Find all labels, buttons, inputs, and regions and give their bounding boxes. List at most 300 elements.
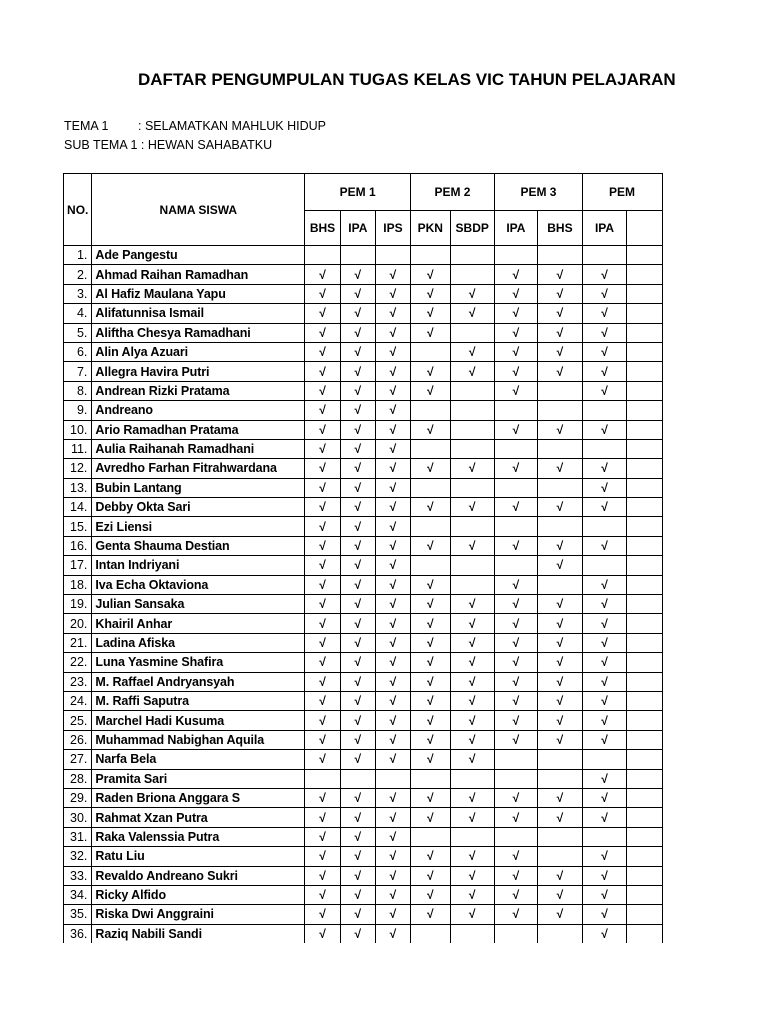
check-mark: √ <box>411 614 451 633</box>
table-row <box>64 342 663 361</box>
student-name: Al Hafiz Maulana Yapu <box>92 284 305 303</box>
check-mark: √ <box>494 362 537 381</box>
subject-header: BHS <box>305 211 341 246</box>
empty-cell <box>375 769 410 788</box>
empty-cell <box>627 691 663 710</box>
empty-cell <box>627 420 663 439</box>
table-row <box>64 556 663 575</box>
check-mark: √ <box>340 614 375 633</box>
row-number: 32. <box>64 847 92 866</box>
check-mark: √ <box>305 595 341 614</box>
empty-cell <box>494 750 537 769</box>
check-mark: √ <box>305 905 341 924</box>
row-number: 15. <box>64 517 92 536</box>
check-mark: √ <box>450 284 494 303</box>
check-mark: √ <box>537 866 582 885</box>
check-mark: √ <box>582 342 626 361</box>
check-mark: √ <box>305 556 341 575</box>
row-number: 7. <box>64 362 92 381</box>
empty-cell <box>627 885 663 904</box>
row-number: 9. <box>64 401 92 420</box>
empty-cell <box>537 439 582 458</box>
tema-value: : SELAMATKAN MAHLUK HIDUP <box>138 119 327 133</box>
check-mark: √ <box>582 653 626 672</box>
table-row <box>64 478 663 497</box>
row-number: 17. <box>64 556 92 575</box>
check-mark: √ <box>340 847 375 866</box>
table-row <box>64 633 663 652</box>
check-mark: √ <box>305 672 341 691</box>
empty-cell <box>340 769 375 788</box>
check-mark: √ <box>375 284 410 303</box>
row-number: 25. <box>64 711 92 730</box>
row-number: 24. <box>64 691 92 710</box>
check-mark: √ <box>494 691 537 710</box>
check-mark: √ <box>340 808 375 827</box>
empty-cell <box>411 246 451 265</box>
check-mark: √ <box>411 750 451 769</box>
check-mark: √ <box>450 633 494 652</box>
table-row <box>64 905 663 924</box>
student-name: Genta Shauma Destian <box>92 536 305 555</box>
check-mark: √ <box>340 672 375 691</box>
check-mark: √ <box>340 439 375 458</box>
subject-header: PKN <box>411 211 451 246</box>
row-number: 36. <box>64 924 92 943</box>
student-name: Khairil Anhar <box>92 614 305 633</box>
empty-cell <box>627 595 663 614</box>
check-mark: √ <box>494 342 537 361</box>
check-mark: √ <box>375 614 410 633</box>
row-number: 1. <box>64 246 92 265</box>
empty-cell <box>627 866 663 885</box>
check-mark: √ <box>305 381 341 400</box>
empty-cell <box>582 517 626 536</box>
empty-cell <box>411 478 451 497</box>
row-number: 10. <box>64 420 92 439</box>
student-name: Intan Indriyani <box>92 556 305 575</box>
check-mark: √ <box>582 420 626 439</box>
check-mark: √ <box>450 595 494 614</box>
empty-cell <box>450 769 494 788</box>
table-row <box>64 691 663 710</box>
check-mark: √ <box>450 498 494 517</box>
check-mark: √ <box>582 633 626 652</box>
row-number: 33. <box>64 866 92 885</box>
check-mark: √ <box>375 808 410 827</box>
empty-cell <box>627 381 663 400</box>
check-mark: √ <box>411 730 451 749</box>
check-mark: √ <box>305 478 341 497</box>
check-mark: √ <box>340 905 375 924</box>
check-mark: √ <box>494 498 537 517</box>
check-mark: √ <box>450 788 494 807</box>
check-mark: √ <box>375 478 410 497</box>
empty-cell <box>537 769 582 788</box>
subject-header: IPA <box>582 211 626 246</box>
table-row <box>64 536 663 555</box>
subject-header: IPA <box>494 211 537 246</box>
check-mark: √ <box>305 536 341 555</box>
header-pem-1: PEM 1 <box>305 174 411 211</box>
empty-cell <box>627 556 663 575</box>
empty-cell <box>627 459 663 478</box>
table-row <box>64 304 663 323</box>
check-mark: √ <box>494 265 537 284</box>
empty-cell <box>627 614 663 633</box>
check-mark: √ <box>340 730 375 749</box>
check-mark: √ <box>582 362 626 381</box>
check-mark: √ <box>450 459 494 478</box>
check-mark: √ <box>450 536 494 555</box>
check-mark: √ <box>375 788 410 807</box>
check-mark: √ <box>537 595 582 614</box>
check-mark: √ <box>582 498 626 517</box>
empty-cell <box>627 265 663 284</box>
empty-cell <box>537 381 582 400</box>
student-name: Aliftha Chesya Ramadhani <box>92 323 305 342</box>
check-mark: √ <box>537 284 582 303</box>
check-mark: √ <box>411 866 451 885</box>
check-mark: √ <box>450 847 494 866</box>
check-mark: √ <box>305 362 341 381</box>
check-mark: √ <box>494 730 537 749</box>
check-mark: √ <box>340 885 375 904</box>
check-mark: √ <box>305 808 341 827</box>
row-number: 11. <box>64 439 92 458</box>
empty-cell <box>411 827 451 846</box>
check-mark: √ <box>494 885 537 904</box>
table-row <box>64 885 663 904</box>
empty-cell <box>450 556 494 575</box>
check-mark: √ <box>375 304 410 323</box>
table-row <box>64 284 663 303</box>
check-mark: √ <box>305 439 341 458</box>
check-mark: √ <box>305 575 341 594</box>
check-mark: √ <box>411 304 451 323</box>
check-mark: √ <box>305 265 341 284</box>
check-mark: √ <box>582 459 626 478</box>
student-name: Muhammad Nabighan Aquila <box>92 730 305 749</box>
check-mark: √ <box>494 595 537 614</box>
student-name: Ahmad Raihan Ramadhan <box>92 265 305 284</box>
empty-cell <box>450 401 494 420</box>
check-mark: √ <box>340 381 375 400</box>
check-mark: √ <box>305 711 341 730</box>
check-mark: √ <box>582 575 626 594</box>
check-mark: √ <box>537 420 582 439</box>
empty-cell <box>411 401 451 420</box>
empty-cell <box>627 633 663 652</box>
empty-cell <box>450 323 494 342</box>
student-name: M. Raffael Andryansyah <box>92 672 305 691</box>
check-mark: √ <box>340 556 375 575</box>
table-row <box>64 265 663 284</box>
student-name: Andreano <box>92 401 305 420</box>
check-mark: √ <box>305 284 341 303</box>
check-mark: √ <box>450 750 494 769</box>
check-mark: √ <box>305 788 341 807</box>
check-mark: √ <box>340 265 375 284</box>
student-name: Bubin Lantang <box>92 478 305 497</box>
check-mark: √ <box>582 866 626 885</box>
check-mark: √ <box>340 750 375 769</box>
empty-cell <box>450 439 494 458</box>
row-number: 2. <box>64 265 92 284</box>
student-name: Luna Yasmine Shafira <box>92 653 305 672</box>
check-mark: √ <box>375 439 410 458</box>
empty-cell <box>627 517 663 536</box>
empty-cell <box>537 401 582 420</box>
table-row <box>64 595 663 614</box>
check-mark: √ <box>340 517 375 536</box>
empty-cell <box>627 439 663 458</box>
empty-cell <box>627 575 663 594</box>
table-row <box>64 924 663 943</box>
check-mark: √ <box>450 614 494 633</box>
empty-cell <box>305 769 341 788</box>
check-mark: √ <box>494 323 537 342</box>
check-mark: √ <box>411 691 451 710</box>
check-mark: √ <box>305 924 341 943</box>
subtema-line: SUB TEMA 1 : HEWAN SAHABATKU <box>64 138 273 152</box>
check-mark: √ <box>375 827 410 846</box>
table-row <box>64 362 663 381</box>
student-name: Ario Ramadhan Pratama <box>92 420 305 439</box>
check-mark: √ <box>582 304 626 323</box>
check-mark: √ <box>305 885 341 904</box>
empty-cell <box>537 924 582 943</box>
check-mark: √ <box>450 342 494 361</box>
check-mark: √ <box>340 342 375 361</box>
row-number: 23. <box>64 672 92 691</box>
check-mark: √ <box>537 323 582 342</box>
check-mark: √ <box>450 691 494 710</box>
check-mark: √ <box>411 653 451 672</box>
empty-cell <box>627 788 663 807</box>
student-name: Ricky Alfido <box>92 885 305 904</box>
check-mark: √ <box>494 459 537 478</box>
empty-cell <box>627 498 663 517</box>
check-mark: √ <box>582 478 626 497</box>
empty-cell <box>627 672 663 691</box>
check-mark: √ <box>537 730 582 749</box>
check-mark: √ <box>411 788 451 807</box>
student-name: Ratu Liu <box>92 847 305 866</box>
check-mark: √ <box>340 323 375 342</box>
check-mark: √ <box>305 866 341 885</box>
student-name: Riska Dwi Anggraini <box>92 905 305 924</box>
empty-cell <box>494 924 537 943</box>
empty-cell <box>627 827 663 846</box>
check-mark: √ <box>582 284 626 303</box>
empty-cell <box>494 517 537 536</box>
empty-cell <box>305 246 341 265</box>
check-mark: √ <box>375 866 410 885</box>
check-mark: √ <box>340 575 375 594</box>
check-mark: √ <box>375 498 410 517</box>
row-number: 19. <box>64 595 92 614</box>
check-mark: √ <box>494 575 537 594</box>
check-mark: √ <box>537 711 582 730</box>
row-number: 22. <box>64 653 92 672</box>
student-name: Andrean Rizki Pratama <box>92 381 305 400</box>
student-name: Iva Echa Oktaviona <box>92 575 305 594</box>
table-body <box>64 246 663 944</box>
check-mark: √ <box>340 595 375 614</box>
check-mark: √ <box>375 905 410 924</box>
header-pem-3: PEM 3 <box>494 174 582 211</box>
row-number: 5. <box>64 323 92 342</box>
empty-cell <box>627 304 663 323</box>
check-mark: √ <box>305 459 341 478</box>
row-number: 6. <box>64 342 92 361</box>
row-number: 20. <box>64 614 92 633</box>
table-row <box>64 498 663 517</box>
check-mark: √ <box>582 536 626 555</box>
check-mark: √ <box>411 808 451 827</box>
check-mark: √ <box>582 730 626 749</box>
check-mark: √ <box>411 847 451 866</box>
check-mark: √ <box>582 711 626 730</box>
check-mark: √ <box>537 459 582 478</box>
check-mark: √ <box>305 847 341 866</box>
check-mark: √ <box>537 808 582 827</box>
empty-cell <box>450 246 494 265</box>
empty-cell <box>450 827 494 846</box>
check-mark: √ <box>375 420 410 439</box>
check-mark: √ <box>582 265 626 284</box>
empty-cell <box>450 420 494 439</box>
empty-cell <box>450 381 494 400</box>
check-mark: √ <box>537 691 582 710</box>
empty-cell <box>537 827 582 846</box>
check-mark: √ <box>450 808 494 827</box>
check-mark: √ <box>537 633 582 652</box>
empty-cell <box>340 246 375 265</box>
check-mark: √ <box>305 420 341 439</box>
check-mark: √ <box>305 323 341 342</box>
empty-cell <box>627 653 663 672</box>
check-mark: √ <box>340 420 375 439</box>
table-viewport <box>63 173 663 943</box>
row-number: 21. <box>64 633 92 652</box>
check-mark: √ <box>537 905 582 924</box>
check-mark: √ <box>450 730 494 749</box>
empty-cell <box>627 362 663 381</box>
student-name: Raziq Nabili Sandi <box>92 924 305 943</box>
check-mark: √ <box>450 672 494 691</box>
check-mark: √ <box>411 672 451 691</box>
check-mark: √ <box>537 265 582 284</box>
check-mark: √ <box>375 556 410 575</box>
check-mark: √ <box>375 711 410 730</box>
check-mark: √ <box>305 342 341 361</box>
empty-cell <box>627 808 663 827</box>
empty-cell <box>627 924 663 943</box>
empty-cell <box>411 556 451 575</box>
check-mark: √ <box>537 614 582 633</box>
check-mark: √ <box>375 575 410 594</box>
check-mark: √ <box>494 304 537 323</box>
check-mark: √ <box>375 885 410 904</box>
check-mark: √ <box>305 614 341 633</box>
check-mark: √ <box>305 304 341 323</box>
check-mark: √ <box>537 362 582 381</box>
table-row <box>64 614 663 633</box>
check-mark: √ <box>305 498 341 517</box>
table-row <box>64 672 663 691</box>
check-mark: √ <box>375 362 410 381</box>
check-mark: √ <box>582 381 626 400</box>
empty-cell <box>411 342 451 361</box>
check-mark: √ <box>494 788 537 807</box>
check-mark: √ <box>582 614 626 633</box>
row-number: 3. <box>64 284 92 303</box>
empty-cell <box>627 905 663 924</box>
student-name: Allegra Havira Putri <box>92 362 305 381</box>
check-mark: √ <box>340 536 375 555</box>
empty-cell <box>582 750 626 769</box>
empty-cell <box>582 401 626 420</box>
check-mark: √ <box>537 536 582 555</box>
check-mark: √ <box>411 362 451 381</box>
subject-header: IPA <box>340 211 375 246</box>
empty-cell <box>494 556 537 575</box>
table-row <box>64 653 663 672</box>
check-mark: √ <box>305 730 341 749</box>
empty-cell <box>494 827 537 846</box>
empty-cell <box>494 769 537 788</box>
check-mark: √ <box>494 672 537 691</box>
check-mark: √ <box>582 323 626 342</box>
check-mark: √ <box>450 304 494 323</box>
check-mark: √ <box>450 885 494 904</box>
empty-cell <box>450 265 494 284</box>
empty-cell <box>627 711 663 730</box>
check-mark: √ <box>340 788 375 807</box>
check-mark: √ <box>305 691 341 710</box>
check-mark: √ <box>537 885 582 904</box>
empty-cell <box>627 478 663 497</box>
check-mark: √ <box>375 691 410 710</box>
tema-line <box>64 119 326 133</box>
check-mark: √ <box>537 556 582 575</box>
check-mark: √ <box>494 711 537 730</box>
check-mark: √ <box>305 633 341 652</box>
check-mark: √ <box>375 323 410 342</box>
check-mark: √ <box>450 362 494 381</box>
empty-cell <box>627 401 663 420</box>
check-mark: √ <box>305 401 341 420</box>
table-row <box>64 847 663 866</box>
row-number: 29. <box>64 788 92 807</box>
check-mark: √ <box>494 536 537 555</box>
student-name: Alin Alya Azuari <box>92 342 305 361</box>
student-name: Rahmat Xzan Putra <box>92 808 305 827</box>
empty-cell <box>627 342 663 361</box>
empty-cell <box>411 924 451 943</box>
row-number: 28. <box>64 769 92 788</box>
check-mark: √ <box>375 924 410 943</box>
check-mark: √ <box>340 633 375 652</box>
row-number: 4. <box>64 304 92 323</box>
check-mark: √ <box>494 381 537 400</box>
empty-cell <box>627 323 663 342</box>
check-mark: √ <box>375 847 410 866</box>
check-mark: √ <box>450 711 494 730</box>
check-mark: √ <box>582 769 626 788</box>
